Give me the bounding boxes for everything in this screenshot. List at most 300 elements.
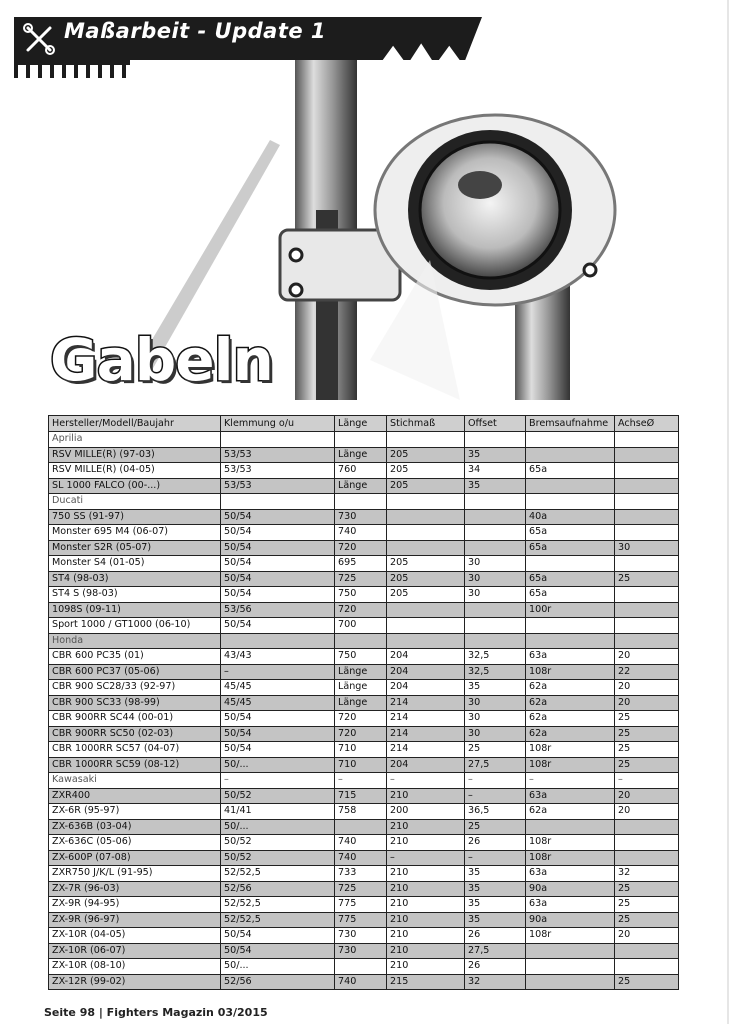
table-cell: – [465,773,526,789]
table-cell: 205 [387,463,465,479]
table-cell: 52/52,5 [221,897,335,913]
table-cell: – [387,773,465,789]
table-cell: 210 [387,897,465,913]
table-cell: 20 [615,649,679,665]
table-row [49,695,679,711]
table-cell: 50/54 [221,556,335,572]
table-cell [615,494,679,510]
table-cell: 740 [335,835,387,851]
table-cell: 205 [387,447,465,463]
brand-row [49,494,679,510]
table-cell: ZX-9R (96-97) [49,912,221,928]
table-cell: 32 [465,974,526,990]
table-cell: 210 [387,881,465,897]
table-cell: 45/45 [221,680,335,696]
table-cell [526,819,615,835]
table-row [49,928,679,944]
column-header: Hersteller/Modell/Baujahr [49,416,221,432]
table-cell [221,432,335,448]
table-cell: 730 [335,928,387,944]
table-cell [615,463,679,479]
table-cell: CBR 600 PC35 (01) [49,649,221,665]
table-cell: RSV MILLE(R) (97-03) [49,447,221,463]
table-cell: 30 [465,695,526,711]
table-row [49,525,679,541]
table-cell: 65a [526,540,615,556]
table-cell: 205 [387,587,465,603]
tools-icon [22,22,56,56]
table-header-row [49,416,679,432]
table-cell: CBR 1000RR SC57 (04-07) [49,742,221,758]
table-cell: 20 [615,804,679,820]
table-row [49,835,679,851]
table-cell: 50/54 [221,525,335,541]
table-cell: 62a [526,726,615,742]
table-cell: 775 [335,912,387,928]
table-cell: – [465,788,526,804]
table-cell: 35 [465,897,526,913]
table-cell [526,478,615,494]
table-cell: 210 [387,928,465,944]
table-cell: 204 [387,757,465,773]
table-cell: 210 [387,819,465,835]
table-cell [465,618,526,634]
table-cell: CBR 900 SC28/33 (92-97) [49,680,221,696]
table-cell: 214 [387,726,465,742]
table-cell: Monster S4 (01-05) [49,556,221,572]
table-cell: 695 [335,556,387,572]
table-cell: 62a [526,680,615,696]
table-cell: 35 [465,447,526,463]
table-cell: 210 [387,912,465,928]
table-cell: Ducati [49,494,221,510]
table-cell: 108r [526,664,615,680]
table-cell: 53/53 [221,463,335,479]
table-cell: 53/53 [221,447,335,463]
table-cell: 90a [526,881,615,897]
table-cell: ZX-636B (03-04) [49,819,221,835]
table-cell [221,633,335,649]
table-cell: – [615,773,679,789]
brand-row [49,432,679,448]
table-cell: CBR 600 PC37 (05-06) [49,664,221,680]
table-cell: 90a [526,912,615,928]
table-cell [465,602,526,618]
table-cell: 720 [335,726,387,742]
table-cell: 50/54 [221,587,335,603]
table-cell: 214 [387,695,465,711]
table-row [49,478,679,494]
table-cell: 20 [615,695,679,711]
table-row [49,897,679,913]
table-cell: 108r [526,757,615,773]
table-cell: 26 [465,835,526,851]
table-cell: 30 [465,587,526,603]
table-cell [465,494,526,510]
table-cell: 65a [526,525,615,541]
table-cell: 32,5 [465,649,526,665]
table-cell: 52/56 [221,881,335,897]
table-cell: – [335,773,387,789]
table-cell [526,959,615,975]
table-cell [526,974,615,990]
table-row [49,943,679,959]
table-cell: 40a [526,509,615,525]
table-cell [526,447,615,463]
table-cell: 205 [387,571,465,587]
table-cell: – [387,850,465,866]
table-cell: 740 [335,974,387,990]
table-cell: 25 [615,757,679,773]
table-cell: Länge [335,447,387,463]
table-cell: ZXR400 [49,788,221,804]
table-cell [387,633,465,649]
table-cell: 20 [615,928,679,944]
table-cell: 214 [387,742,465,758]
table-cell: 25 [615,881,679,897]
table-cell: 715 [335,788,387,804]
table-row [49,618,679,634]
table-cell: 63a [526,866,615,882]
table-cell: 50/54 [221,571,335,587]
table-cell: 62a [526,695,615,711]
table-row [49,447,679,463]
table-row [49,649,679,665]
table-cell: 750 SS (91-97) [49,509,221,525]
table-cell [465,432,526,448]
table-cell: 50/... [221,959,335,975]
table-cell: 214 [387,711,465,727]
table-row [49,974,679,990]
table-row [49,850,679,866]
table-cell: 720 [335,602,387,618]
table-cell: 50/52 [221,788,335,804]
table-cell: 210 [387,788,465,804]
table-cell: 760 [335,463,387,479]
table-cell: 720 [335,540,387,556]
table-cell [526,494,615,510]
table-cell: 108r [526,928,615,944]
table-cell: 108r [526,850,615,866]
table-cell: 25 [465,742,526,758]
table-cell: 50/54 [221,711,335,727]
table-cell [465,540,526,556]
table-cell [387,494,465,510]
table-row [49,556,679,572]
table-cell: 30 [465,711,526,727]
table-cell: 26 [465,959,526,975]
table-cell: 758 [335,804,387,820]
table-cell [465,525,526,541]
table-cell: 25 [615,726,679,742]
table-cell: 725 [335,881,387,897]
table-cell: 50/54 [221,726,335,742]
table-cell: 25 [615,711,679,727]
table-cell: 32,5 [465,664,526,680]
table-cell: 30 [465,726,526,742]
table-cell: Aprilia [49,432,221,448]
table-cell: Honda [49,633,221,649]
table-cell: Länge [335,695,387,711]
table-cell [335,432,387,448]
table-cell: 50/54 [221,540,335,556]
table-cell: 25 [615,897,679,913]
table-row [49,571,679,587]
table-cell [615,850,679,866]
column-header: Klemmung o/u [221,416,335,432]
table-cell: CBR 900RR SC50 (02-03) [49,726,221,742]
table-cell: 35 [465,866,526,882]
table-cell: 63a [526,788,615,804]
table-cell: ST4 (98-03) [49,571,221,587]
table-cell [526,432,615,448]
table-cell [615,556,679,572]
table-cell: 210 [387,943,465,959]
table-cell [615,959,679,975]
table-cell: 50/54 [221,928,335,944]
table-cell: 750 [335,649,387,665]
table-row [49,664,679,680]
table-cell: 50/54 [221,618,335,634]
table-cell: 210 [387,866,465,882]
table-cell: 65a [526,463,615,479]
table-cell: 63a [526,649,615,665]
table-cell: 730 [335,509,387,525]
table-cell: – [221,664,335,680]
table-cell [615,602,679,618]
table-cell: 710 [335,757,387,773]
table-cell [615,432,679,448]
table-cell: 50/... [221,819,335,835]
table-cell: 30 [465,556,526,572]
table-cell: SL 1000 FALCO (00-...) [49,478,221,494]
table-cell: 50/54 [221,742,335,758]
page-edge-shadow [727,0,729,1024]
table-row [49,912,679,928]
brand-row [49,773,679,789]
table-cell: ZX-12R (99-02) [49,974,221,990]
table-cell: – [526,773,615,789]
table-cell [387,602,465,618]
section-title: Gabeln [50,326,273,394]
table-cell: 30 [465,571,526,587]
table-cell [615,819,679,835]
table-cell [335,959,387,975]
table-cell: 750 [335,587,387,603]
table-cell [221,494,335,510]
table-cell: 50/... [221,757,335,773]
table-cell: – [465,850,526,866]
table-cell: – [221,773,335,789]
table-cell: 27,5 [465,757,526,773]
table-cell: 22 [615,664,679,680]
column-header: Bremsaufnahme [526,416,615,432]
table-cell: 200 [387,804,465,820]
table-row [49,881,679,897]
table-row [49,711,679,727]
table-cell [387,525,465,541]
table-cell [335,819,387,835]
table-cell: 710 [335,742,387,758]
banner-title: Maßarbeit - Update 1 [64,19,327,43]
table-cell: 25 [615,974,679,990]
table-cell: 62a [526,711,615,727]
table-cell: 34 [465,463,526,479]
table-cell: 205 [387,478,465,494]
table-cell: 50/52 [221,835,335,851]
table-cell: Sport 1000 / GT1000 (06-10) [49,618,221,634]
table-cell [615,447,679,463]
table-cell: 36,5 [465,804,526,820]
table-cell: CBR 1000RR SC59 (08-12) [49,757,221,773]
table-cell: ZX-636C (05-06) [49,835,221,851]
table-cell: Länge [335,680,387,696]
table-cell: 215 [387,974,465,990]
table-row [49,587,679,603]
table-cell [335,494,387,510]
table-cell: 1098S (09-11) [49,602,221,618]
table-cell: 35 [465,680,526,696]
table-cell: 204 [387,649,465,665]
table-cell: 27,5 [465,943,526,959]
table-cell: ZX-600P (07-08) [49,850,221,866]
table-cell [615,509,679,525]
table-row [49,602,679,618]
table-cell [526,556,615,572]
table-row [49,819,679,835]
table-cell: 210 [387,835,465,851]
table-cell: ZX-10R (06-07) [49,943,221,959]
table-cell [526,618,615,634]
table-cell: 35 [465,478,526,494]
column-header: Stichmaß [387,416,465,432]
table-cell: 52/56 [221,974,335,990]
column-header: Offset [465,416,526,432]
table-cell: 733 [335,866,387,882]
table-cell: 20 [615,788,679,804]
table-cell: 210 [387,959,465,975]
table-cell: Kawasaki [49,773,221,789]
table-cell: Länge [335,478,387,494]
table-cell [615,633,679,649]
table-row [49,742,679,758]
table-cell: 740 [335,850,387,866]
page-footer: Seite 98 | Fighters Magazin 03/2015 [44,1006,268,1019]
table-cell [615,525,679,541]
table-cell: 65a [526,571,615,587]
table-cell: 204 [387,664,465,680]
table-cell [615,943,679,959]
table-cell: ZX-7R (96-03) [49,881,221,897]
table-row [49,959,679,975]
table-cell: Monster S2R (05-07) [49,540,221,556]
column-header: Länge [335,416,387,432]
table-row [49,680,679,696]
table-cell [615,835,679,851]
table-cell [615,618,679,634]
table-cell: 25 [465,819,526,835]
brand-row [49,633,679,649]
table-cell: 35 [465,912,526,928]
table-row [49,726,679,742]
table-cell: 63a [526,897,615,913]
table-cell: 43/43 [221,649,335,665]
table-cell: 725 [335,571,387,587]
table-cell: ZX-6R (95-97) [49,804,221,820]
table-cell: ZX-10R (08-10) [49,959,221,975]
table-row [49,540,679,556]
table-cell: ZX-10R (04-05) [49,928,221,944]
table-cell: 50/52 [221,850,335,866]
table-cell [335,633,387,649]
table-cell [615,587,679,603]
table-row [49,463,679,479]
table-row [49,757,679,773]
table-cell: 52/52,5 [221,866,335,882]
table-cell: 35 [465,881,526,897]
table-cell: 700 [335,618,387,634]
table-cell: 740 [335,525,387,541]
table-cell: 30 [615,540,679,556]
table-cell: 32 [615,866,679,882]
table-cell: 205 [387,556,465,572]
table-cell: Länge [335,664,387,680]
table-cell [387,509,465,525]
table-cell: 108r [526,835,615,851]
table-cell: 65a [526,587,615,603]
table-cell: ST4 S (98-03) [49,587,221,603]
table-cell [465,509,526,525]
table-cell: 62a [526,804,615,820]
table-cell: 26 [465,928,526,944]
table-cell: 720 [335,711,387,727]
table-cell [387,432,465,448]
table-cell: 52/52,5 [221,912,335,928]
table-row [49,866,679,882]
table-cell: 204 [387,680,465,696]
table-cell: RSV MILLE(R) (04-05) [49,463,221,479]
table-cell [387,618,465,634]
table-cell: 775 [335,897,387,913]
table-cell: 100r [526,602,615,618]
table-cell: 108r [526,742,615,758]
table-cell: 53/53 [221,478,335,494]
table-cell: 45/45 [221,695,335,711]
table-row [49,804,679,820]
table-cell: CBR 900 SC33 (98-99) [49,695,221,711]
table-cell [465,633,526,649]
table-cell: CBR 900RR SC44 (00-01) [49,711,221,727]
table-cell: 25 [615,742,679,758]
table-cell: 25 [615,571,679,587]
table-cell: 41/41 [221,804,335,820]
fork-spec-table [48,415,679,990]
table-cell [615,478,679,494]
table-cell: 20 [615,680,679,696]
table-cell [526,943,615,959]
table-cell [387,540,465,556]
table-row [49,788,679,804]
table-cell: 53/56 [221,602,335,618]
table-row [49,509,679,525]
table-cell: ZXR750 J/K/L (91-95) [49,866,221,882]
table-cell: 730 [335,943,387,959]
table-cell: 25 [615,912,679,928]
table-cell: Monster 695 M4 (06-07) [49,525,221,541]
table-cell: 50/54 [221,943,335,959]
table-cell [526,633,615,649]
table-cell: 50/54 [221,509,335,525]
